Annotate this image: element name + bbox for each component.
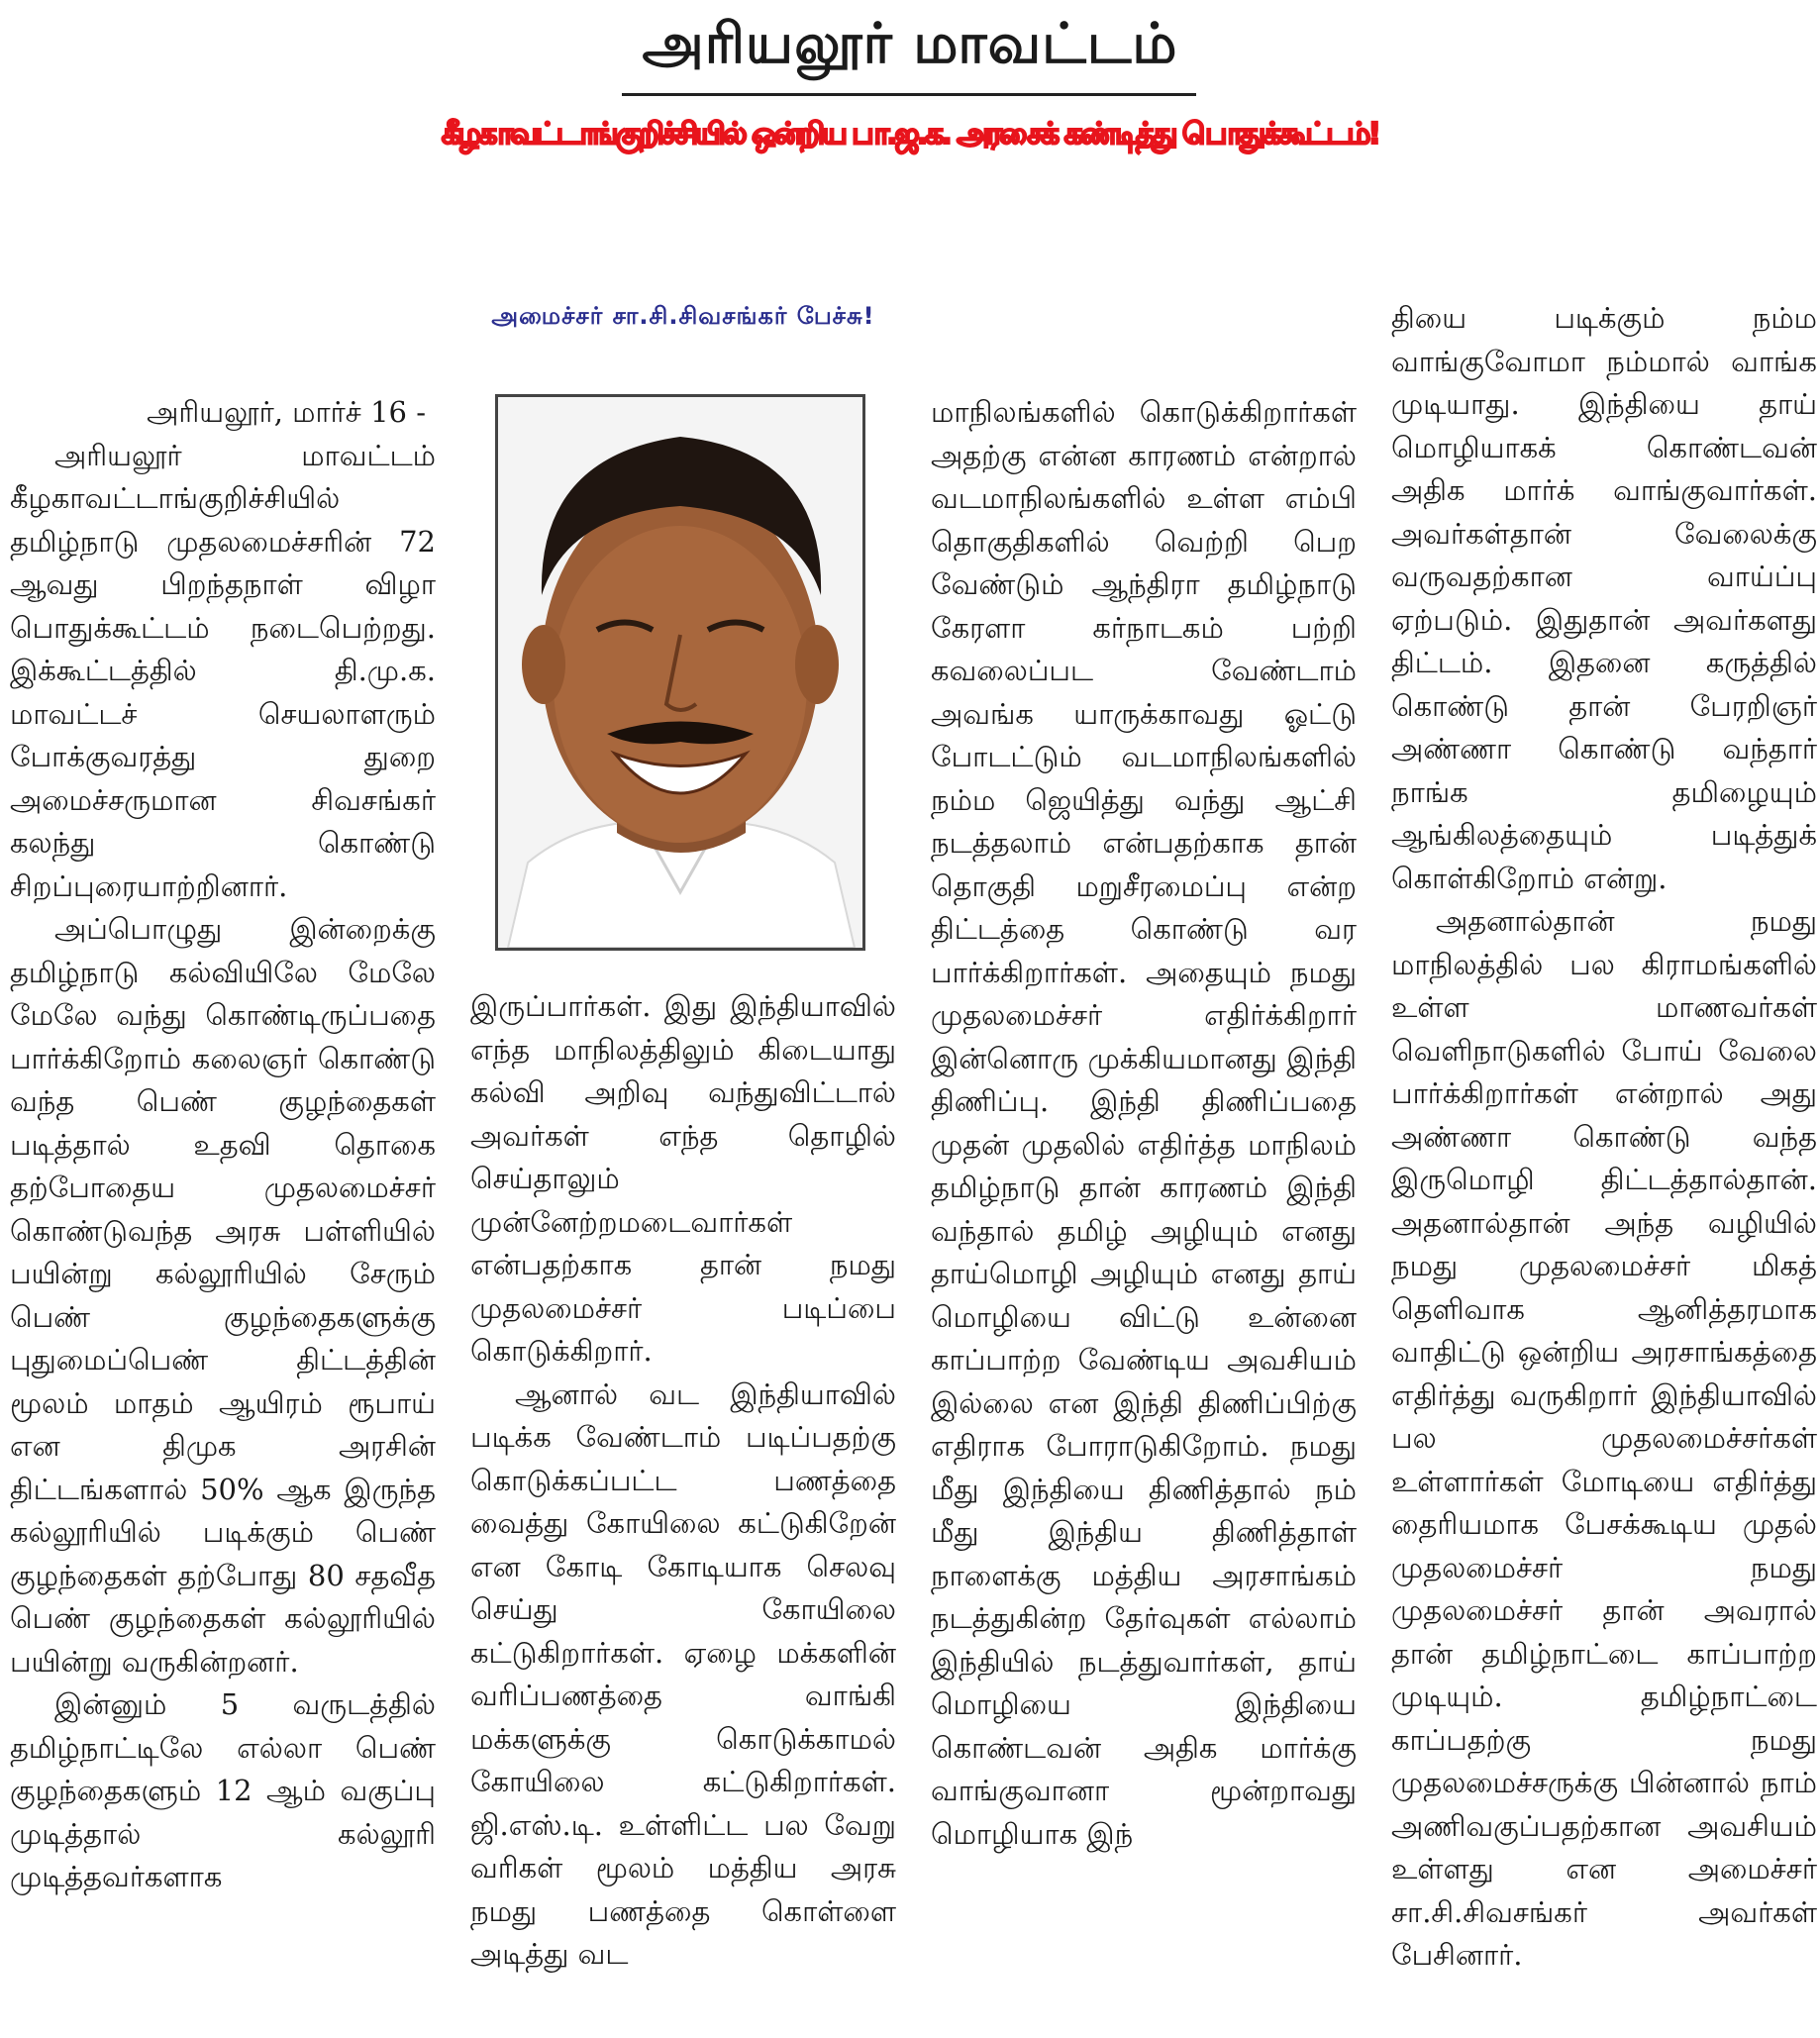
paragraph: மாநிலங்களில் கொடுக்கிறார்கள் அதற்கு என்ன காரணம் என்றால் வடமாநிலங்களில் உள்ள எம்பி தொகுதிகளில் வெற்றி பெற வேண்டும் ஆந்திரா தமிழ்நாடு கேரளா கர்நாடகம் பற்றி கவலைப்பட வேண்டாம் அவங்க யாருக்காவது ஓட்டு போடட்டும் வடமாநிலங்களில் நம்ம ஜெயித்து வந்து ஆட்சி நடத்தலாம் என்பதற்காக தான் தொகுதி மறுசீரமைப்பு என்ற திட்டத்தை கொண்டு வர பார்க்கிறார்கள். அதையும் நமது முதலமைச்சர் எதிர்க்கிறார் இன்னொரு முக்கியமானது இந்தி திணிப்பு. இந்தி திணிப்பதை முதன் முதலில் எதிர்த்த மாநிலம் தமிழ்நாடு தான் காரணம் இந்தி வந்தால் தமிழ் அழியும் எனது தாய்மொழி அழியும் எனது தாய் மொழியை விட்டு உன்னை காப்பாற்ற வேண்டிய அவசியம் இல்லை என இந்தி திணிப்பிற்கு எதிராக போராடுகிறோம். நமது மீது இந்தியை திணித்தால் நம் மீது இந்திய திணித்தாள் நாளைக்கு மத்திய அரசாங்கம் நடத்துகின்ற தேர்வுகள் எல்லாம் இந்தியில் நடத்துவார்கள், தாய் மொழியை இந்தியை கொண்டவன் அதிக மார்க்கு வாங்குவானா மூன்றாவது மொழியாக இந் <box>931 395 1357 1851</box>
paragraph: இன்னும் 5 வருடத்தில் தமிழ்நாட்டிலே எல்லா பெண் குழந்தைகளும் 12 ஆம் வகுப்பு முடித்தால் கல்லூரி முடித்தவர்களாக <box>10 1687 436 1893</box>
paragraph: ஆனால் வட இந்தியாவில் படிக்க வேண்டாம் படிப்பதற்கு கொடுக்கப்பட்ட பணத்தை வைத்து கோயிலை கட்டுகிறேன் என கோடி கோடியாக செலவு செய்து கோயிலை கட்டுகிறார்கள். ஏழை மக்களின் வரிப்பணத்தை வாங்கி மக்களுக்கு கொடுக்காமல் கோயிலை கட்டுகிறார்கள். ஜி.எஸ்.டி. உள்ளிட்ட பல வேறு வரிகள் மூலம் மத்திய அரசு நமது பணத்தை கொள்ளை அடித்து வட <box>470 1376 896 1971</box>
paragraph: தியை படிக்கும் நம்ம வாங்குவோமா நம்மால் வாங்க முடியாது. இந்தியை தாய் மொழியாகக் கொண்டவன் அதிக மார்க் வாங்குவார்கள். அவர்கள்தான் வேலைக்கு வருவதற்கான வாய்ப்பு ஏற்படும். இதுதான் அவர்களது திட்டம். இதனை கருத்தில் கொண்டு தான் பேரறிஞர் அண்ணா கொண்டு வந்தார் நாங்க தமிழையும் ஆங்கிலத்தையும் படித்துக் கொள்கிறோம் என்று. <box>1391 301 1817 895</box>
paragraph: இருப்பார்கள். இது இந்தியாவில் எந்த மாநிலத்திலும் கிடையாது கல்வி அறிவு வந்துவிட்டால் அவர்கள் எந்த தொழில் செய்தாலும் முன்னேற்றமடைவார்கள் என்பதற்காக தான் நமது முதலமைச்சர் படிப்பை கொடுக்கிறார். <box>470 989 896 1368</box>
minister-portrait-photo <box>495 394 865 951</box>
article-column-3 <box>931 391 1357 1856</box>
district-title-underline <box>622 93 1196 96</box>
dateline: அரியலூர், மார்ச் 16 - <box>147 395 426 429</box>
district-title: அரியலூர் மாவட்டம் <box>642 12 1178 76</box>
paragraph: அப்பொழுது இன்றைக்கு தமிழ்நாடு கல்வியிலே மேலே மேலே வந்து கொண்டிருப்பதை பார்க்கிறோம் கலைஞர் கொண்டு வந்த பெண் குழந்தைகள் படித்தால் உதவி தொகை தற்போதைய முதலமைச்சர் கொண்டுவந்த அரசு பள்ளியில் பயின்று கல்லூரியில் சேரும் பெண் குழந்தைகளுக்கு புதுமைப்பெண் திட்டத்தின் மூலம் மாதம் ஆயிரம் ரூபாய் என திமுக அரசின் திட்டங்களால் 50% ஆக இருந்த கல்லூரியில் படிக்கும் பெண் குழந்தைகள் தற்போது 80 சதவீத பெண் குழந்தைகள் கல்லூரியில் பயின்று வருகின்றனர். <box>10 912 436 1679</box>
headline: கீழகாவட்டாங்குறிச்சியில் ஒன்றிய பா.ஜ.க. அரசைக் கண்டித்து பொதுக்கூட்டம்! <box>441 117 1379 152</box>
paragraph: அதனால்தான் நமது மாநிலத்தில் பல கிராமங்களில் உள்ள மாணவர்கள் வெளிநாடுகளில் போய் வேலை பார்க்கிறார்கள் என்றால் அது அண்ணா கொண்டு வந்த இருமொழி திட்டத்தால்தான். அதனால்தான் அந்த வழியில் நமது முதலமைச்சர் மிகத் தெளிவாக ஆனித்தரமாக வாதிட்டு ஒன்றிய அரசாங்கத்தை எதிர்த்து வருகிறார் இந்தியாவில் பல முதலமைச்சர்கள் உள்ளார்கள் மோடியை எதிர்த்து தைரியமாக பேசக்கூடிய முதல் முதலமைச்சர் நமது முதலமைச்சர் தான் அவரால் தான் தமிழ்நாட்டை காப்பாற்ற முடியும். தமிழ்நாட்டை காப்பதற்கு நமது முதலமைச்சருக்கு பின்னால் நாம் அணிவகுப்பதற்கான அவசியம் உள்ளது என அமைச்சர் சா.சி.சிவசங்கர் அவர்கள் பேசினார். <box>1391 904 1817 1972</box>
portrait-icon <box>498 397 862 948</box>
article-column-1 <box>10 391 436 1899</box>
article-column-4 <box>1391 297 1817 1978</box>
subheadline: அமைச்சர் சா.சி.சிவசங்கர் பேச்சு! <box>491 302 875 330</box>
article-column-2 <box>470 985 896 1977</box>
paragraph: அரியலூர் மாவட்டம் கீழகாவட்டாங்குறிச்சியில் தமிழ்நாடு முதலமைச்சரின் 72 ஆவது பிறந்தநாள் விழா பொதுக்கூட்டம் நடைபெற்றது. இக்கூட்டத்தில் தி.மு.க. மாவட்டச் செயலாளரும் போக்குவரத்து துறை அமைச்சருமான சிவசங்கர் கலந்து கொண்டு சிறப்புரையாற்றினார். <box>10 438 436 903</box>
